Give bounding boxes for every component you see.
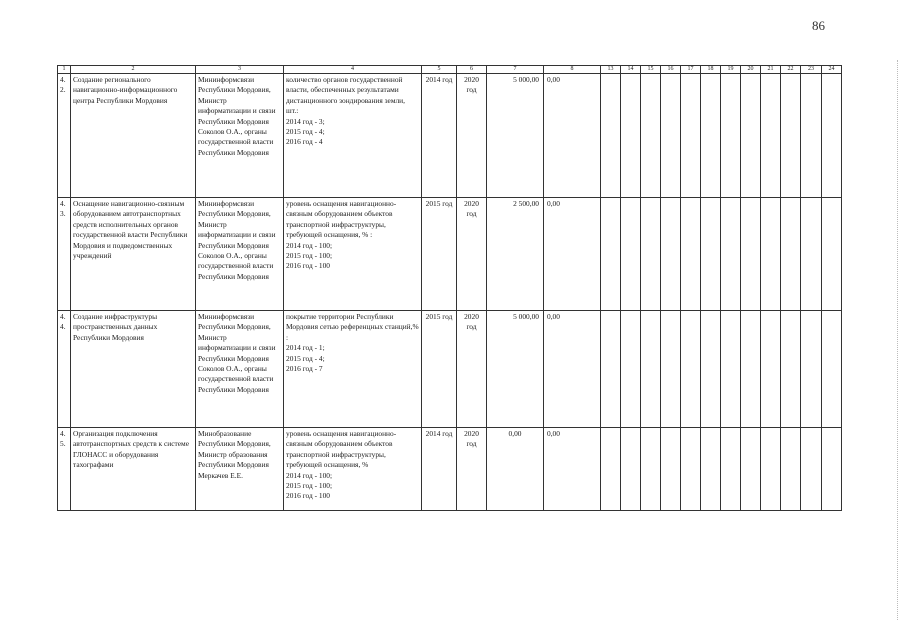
indicator-text bbox=[284, 428, 422, 511]
column-number: 17 bbox=[681, 66, 701, 74]
responsible-party: Мининформсвязи Республики Мордовия, Министр информатизации и связи Республики Мордовия Соколов О.А., органы государственной власти Республики Мордовия bbox=[196, 74, 284, 198]
empty-cell bbox=[601, 428, 621, 511]
item-number: 4.3. bbox=[58, 198, 71, 311]
empty-cell bbox=[661, 311, 681, 428]
empty-cell bbox=[721, 198, 741, 311]
empty-cell bbox=[822, 428, 842, 511]
activity-name: Оснащение навигационно-связным оборудованием автотранспортных средств исполнительных органов государственной власти Республики Мордовия и подведомственных учреждений bbox=[71, 198, 196, 311]
empty-cell bbox=[741, 428, 761, 511]
column-number: 21 bbox=[761, 66, 781, 74]
empty-cell bbox=[781, 198, 801, 311]
empty-cell bbox=[641, 198, 661, 311]
end-year: 2020 год bbox=[457, 74, 487, 198]
column-number: 19 bbox=[721, 66, 741, 74]
empty-cell bbox=[701, 311, 721, 428]
column-number: 1 bbox=[58, 66, 71, 74]
end-year: 2020 год bbox=[457, 198, 487, 311]
indicator-value: уровень оснащения навигационно-связным оборудованием объектов транспортной инфраструктуры, требующей оснащения, % : 2014 год - 100; 2015 год - 100; 2016 год - 100 bbox=[286, 199, 397, 271]
start-year: 2015 год bbox=[422, 311, 457, 428]
empty-cell bbox=[801, 311, 822, 428]
start-year: 2015 год bbox=[422, 198, 457, 311]
item-number: 4.5. bbox=[58, 428, 71, 511]
empty-cell bbox=[621, 311, 641, 428]
empty-cell bbox=[781, 428, 801, 511]
indicator-text bbox=[284, 74, 422, 198]
empty-cell bbox=[681, 74, 701, 198]
column-number: 2 bbox=[71, 66, 196, 74]
responsible-party: Мининформсвязи Республики Мордовия, Министр информатизации и связи Республики Мордовия Соколов О.А., органы государственной власти Республики Мордовия bbox=[196, 198, 284, 311]
column-number: 18 bbox=[701, 66, 721, 74]
empty-cell bbox=[641, 311, 661, 428]
empty-cell bbox=[641, 428, 661, 511]
end-year: 2020 год bbox=[457, 428, 487, 511]
table-row bbox=[58, 428, 842, 511]
empty-cell bbox=[781, 74, 801, 198]
empty-cell bbox=[621, 428, 641, 511]
column-number: 16 bbox=[661, 66, 681, 74]
column-number: 22 bbox=[781, 66, 801, 74]
responsible-party: Мининформсвязи Республики Мордовия, Министр информатизации и связи Республики Мордовия Соколов О.А., органы государственной власти Республики Мордовия bbox=[196, 311, 284, 428]
column-number: 15 bbox=[641, 66, 661, 74]
empty-cell bbox=[721, 311, 741, 428]
empty-cell bbox=[822, 198, 842, 311]
column-number-row bbox=[58, 66, 842, 74]
scan-edge bbox=[897, 60, 899, 620]
empty-cell bbox=[661, 74, 681, 198]
item-number: 4.4. bbox=[58, 311, 71, 428]
funding-value: 0,00 bbox=[544, 311, 601, 428]
table-row bbox=[58, 198, 842, 311]
empty-cell bbox=[822, 74, 842, 198]
column-number: 24 bbox=[822, 66, 842, 74]
activity-name: Создание инфраструктуры пространственных данных Республики Мордовия bbox=[71, 311, 196, 428]
funding-amount: 2 500,00 bbox=[487, 198, 544, 311]
empty-cell bbox=[741, 311, 761, 428]
column-number: 14 bbox=[621, 66, 641, 74]
start-year: 2014 год bbox=[422, 428, 457, 511]
empty-cell bbox=[621, 198, 641, 311]
column-number: 20 bbox=[741, 66, 761, 74]
empty-cell bbox=[641, 74, 661, 198]
funding-value: 0,00 bbox=[544, 428, 601, 511]
empty-cell bbox=[761, 74, 781, 198]
empty-cell bbox=[601, 198, 621, 311]
table-row bbox=[58, 74, 842, 198]
empty-cell bbox=[701, 74, 721, 198]
empty-cell bbox=[681, 198, 701, 311]
empty-cell bbox=[761, 311, 781, 428]
empty-cell bbox=[681, 311, 701, 428]
program-activities-table bbox=[57, 65, 842, 511]
activity-name: Организация подключения автотранспортных средств к системе ГЛОНАСС и оборудования тахографами bbox=[71, 428, 196, 511]
empty-cell bbox=[801, 198, 822, 311]
column-number: 3 bbox=[196, 66, 284, 74]
indicator-value: покрытие территории Республики Мордовия сетью референцных станций,% : 2014 год - 1; 2015 год - 4; 2016 год - 7 bbox=[286, 312, 419, 374]
start-year: 2014 год bbox=[422, 74, 457, 198]
empty-cell bbox=[601, 311, 621, 428]
empty-cell bbox=[661, 198, 681, 311]
empty-cell bbox=[661, 428, 681, 511]
end-year: 2020 год bbox=[457, 311, 487, 428]
activity-name: Создание регионального навигационно-информационного центра Республики Мордовия bbox=[71, 74, 196, 198]
column-number: 7 bbox=[487, 66, 544, 74]
funding-amount: 5 000,00 bbox=[487, 311, 544, 428]
column-number: 4 bbox=[284, 66, 422, 74]
empty-cell bbox=[621, 74, 641, 198]
column-number: 23 bbox=[801, 66, 822, 74]
empty-cell bbox=[781, 311, 801, 428]
empty-cell bbox=[601, 74, 621, 198]
empty-cell bbox=[701, 428, 721, 511]
empty-cell bbox=[761, 198, 781, 311]
empty-cell bbox=[741, 198, 761, 311]
empty-cell bbox=[701, 198, 721, 311]
page-number: 86 bbox=[812, 18, 825, 33]
indicator-text bbox=[284, 198, 422, 311]
indicator-value: уровень оснащения навигационно-связным оборудованием объектов транспортной инфраструктуры, требующей оснащения, % 2014 год - 100; 2015 год - 100; 2016 год - 100 bbox=[286, 429, 397, 501]
funding-value: 0,00 bbox=[544, 198, 601, 311]
empty-cell bbox=[801, 428, 822, 511]
empty-cell bbox=[741, 74, 761, 198]
column-number: 6 bbox=[457, 66, 487, 74]
indicator-text bbox=[284, 311, 422, 428]
empty-cell bbox=[681, 428, 701, 511]
responsible-party: Минобразование Республики Мордовия, Министр образования Республики Мордовия Меркачев Е.Е. bbox=[196, 428, 284, 511]
empty-cell bbox=[822, 311, 842, 428]
funding-amount: 0,00 bbox=[487, 428, 544, 511]
item-number: 4.2. bbox=[58, 74, 71, 198]
indicator-value: количество органов государственной власти, обеспеченных результатами дистанционного зондирования земли, шт.: 2014 год - 3; 2015 год - 4; 2016 год - 4 bbox=[286, 75, 405, 147]
funding-amount: 5 000,00 bbox=[487, 74, 544, 198]
empty-cell bbox=[721, 74, 741, 198]
column-number: 13 bbox=[601, 66, 621, 74]
empty-cell bbox=[721, 428, 741, 511]
table-row bbox=[58, 311, 842, 428]
empty-cell bbox=[761, 428, 781, 511]
funding-value: 0,00 bbox=[544, 74, 601, 198]
column-number: 5 bbox=[422, 66, 457, 74]
empty-cell bbox=[801, 74, 822, 198]
column-number: 8 bbox=[544, 66, 601, 74]
